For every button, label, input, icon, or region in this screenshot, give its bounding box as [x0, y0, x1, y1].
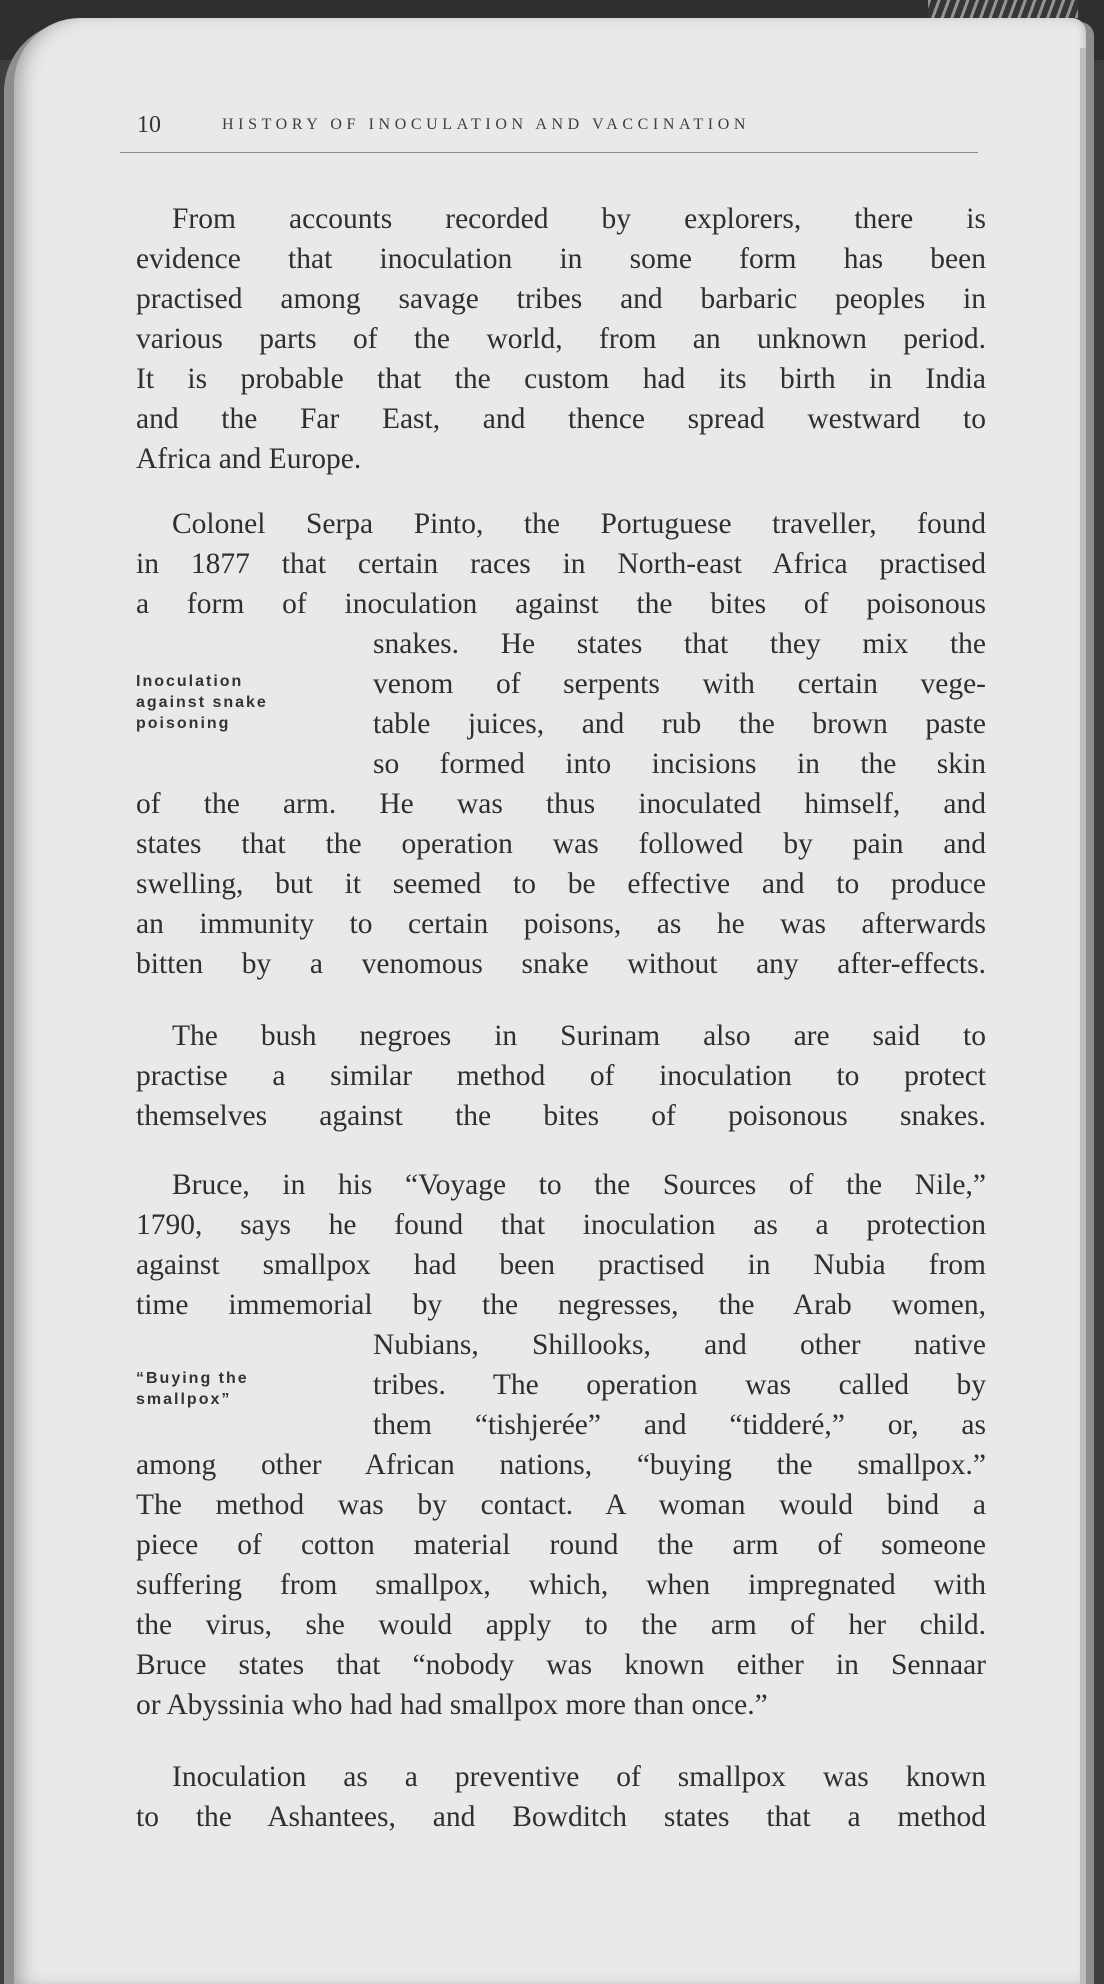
sidenote-line: Inoculation — [136, 673, 244, 690]
text-line: Nubians, Shillooks, and other native — [373, 1329, 986, 1361]
text-line: 1790, says he found that inoculation as a protection — [136, 1209, 986, 1241]
text-line: Inoculation as a preventive of smallpox was known — [172, 1761, 986, 1793]
text-line: The bush negroes in Surinam also are said to — [172, 1020, 986, 1052]
text-line: It is probable that the custom had its birth in India — [136, 363, 986, 395]
text-line: evidence that inoculation in some form has been — [136, 243, 986, 275]
paragraph-4 — [136, 1165, 986, 1725]
running-title: HISTORY OF INOCULATION AND VACCINATION — [222, 116, 751, 133]
paragraph-2 — [136, 504, 986, 984]
text-line: of the arm. He was thus inoculated himself, and — [136, 788, 986, 820]
paragraph-3 — [136, 1016, 986, 1136]
text-line: The method was by contact. A woman would bind a — [136, 1489, 986, 1521]
paragraph-5 — [136, 1757, 986, 1837]
text-line: practised among savage tribes and barbaric peoples in — [136, 283, 986, 315]
text-line: and the Far East, and thence spread westward to — [136, 403, 986, 435]
text-line: venom of serpents with certain vege- — [373, 668, 986, 700]
text-line: bitten by a venomous snake without any after-effects. — [136, 948, 986, 980]
text-line: them “tishjerée” and “tidderé,” or, as — [373, 1409, 986, 1441]
text-line: suffering from smallpox, which, when impregnated with — [136, 1569, 986, 1601]
text-line: piece of cotton material round the arm of someone — [136, 1529, 986, 1561]
text-line: an immunity to certain poisons, as he was afterwards — [136, 908, 986, 940]
scan-artifact — [928, 0, 1078, 18]
text-line: against smallpox had been practised in Nubia from — [136, 1249, 986, 1281]
text-line: practise a similar method of inoculation to protect — [136, 1060, 986, 1092]
sidenote-buying-smallpox — [136, 1368, 249, 1410]
text-line: time immemorial by the negresses, the Arab women, — [136, 1289, 986, 1321]
running-header — [120, 112, 978, 153]
page-number: 10 — [137, 112, 161, 138]
text-line: or Abyssinia who had had smallpox more than once.” — [136, 1689, 768, 1721]
text-line: swelling, but it seemed to be effective and to produce — [136, 868, 986, 900]
text-line: the virus, she would apply to the arm of her child. — [136, 1609, 986, 1641]
text-line: table juices, and rub the brown paste — [373, 708, 986, 740]
text-line: states that the operation was followed by pain and — [136, 828, 986, 860]
text-line: a form of inoculation against the bites of poisonous — [136, 588, 986, 620]
text-line: From accounts recorded by explorers, there is — [172, 203, 986, 235]
text-line: Bruce states that “nobody was known either in Sennaar — [136, 1649, 986, 1681]
text-line: among other African nations, “buying the smallpox.” — [136, 1449, 986, 1481]
sidenote-line: “Buying the — [136, 1370, 249, 1387]
text-line: Africa and Europe. — [136, 443, 362, 475]
text-line: so formed into incisions in the skin — [373, 748, 986, 780]
text-line: various parts of the world, from an unknown period. — [136, 323, 986, 355]
text-line: snakes. He states that they mix the — [373, 628, 986, 660]
text-line: tribes. The operation was called by — [373, 1369, 986, 1401]
page-edge — [1080, 48, 1086, 1984]
sidenote-snake-poisoning — [136, 671, 268, 734]
paragraph-1 — [136, 199, 986, 479]
text-line: themselves against the bites of poisonous snakes. — [136, 1100, 986, 1132]
text-line: Colonel Serpa Pinto, the Portuguese traveller, found — [172, 508, 986, 540]
sidenote-line: against snake — [136, 694, 268, 711]
text-line: in 1877 that certain races in North-east Africa practised — [136, 548, 986, 580]
sidenote-line: poisoning — [136, 715, 231, 732]
text-line: to the Ashantees, and Bowditch states that a method — [136, 1801, 986, 1833]
text-line: Bruce, in his “Voyage to the Sources of the Nile,” — [172, 1169, 986, 1201]
sidenote-line: smallpox” — [136, 1391, 232, 1408]
